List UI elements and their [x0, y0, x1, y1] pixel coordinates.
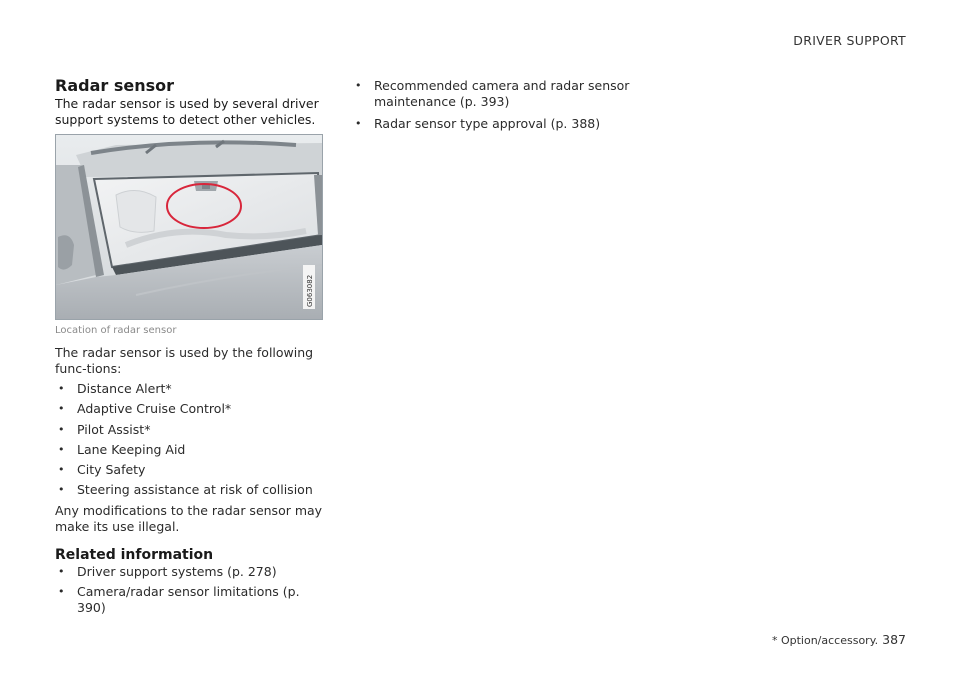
function-list: [55, 381, 323, 498]
related-link[interactable]: • Driver support systems (p. 278): [58, 563, 277, 579]
legal-note: Any modifications to the radar sensor may make its use illegal.: [55, 502, 323, 534]
related-links-list: [55, 564, 323, 616]
bullet-icon: •: [58, 402, 65, 416]
related-information-heading: Related information: [55, 546, 214, 563]
bullet-icon: •: [58, 382, 65, 395]
bullet-icon: •: [355, 79, 362, 92]
footnote: * Option/accessory.: [771, 634, 879, 647]
page-number: 387: [882, 632, 906, 647]
radar-sensor-figure: [55, 134, 323, 320]
bullet-icon: •: [58, 463, 65, 477]
bullet-icon: •: [58, 422, 65, 436]
list-item: • Distance Alert*: [58, 381, 172, 396]
bullet-icon: •: [58, 585, 65, 599]
page-header: DRIVER SUPPORT: [793, 33, 906, 48]
list-item: • City Safety: [58, 462, 146, 478]
figure-caption: Location of radar sensor: [55, 325, 177, 336]
bullet-icon: •: [58, 442, 65, 456]
related-link[interactable]: • Camera/radar sensor limitations (p. 390): [58, 584, 300, 616]
list-item: • Pilot Assist*: [58, 421, 151, 437]
figure-code: G063082: [306, 274, 314, 307]
page-footer: [772, 632, 906, 647]
list-item: • Adaptive Cruise Control*: [58, 401, 232, 417]
car-windshield-illustration: [56, 135, 322, 319]
right-column: [352, 78, 642, 138]
related-links-list-continued: [352, 78, 642, 132]
intro-text: The radar sensor is used by several driver support systems to detect other vehicles.: [55, 96, 319, 127]
list-item: • Lane Keeping Aid: [58, 441, 186, 457]
related-link[interactable]: • Radar sensor type approval (p. 388): [355, 116, 601, 131]
left-column: [55, 76, 323, 620]
related-link[interactable]: • Recommended camera and radar sensor maintenance (p. 393): [355, 78, 630, 109]
bullet-icon: •: [58, 564, 65, 578]
list-item: • Steering assistance at risk of collision: [58, 482, 313, 498]
section-title: Radar sensor: [55, 76, 174, 95]
bullet-icon: •: [355, 117, 362, 130]
bullet-icon: •: [58, 483, 65, 497]
usage-text: The radar sensor is used by the following func-tions:: [55, 345, 314, 376]
